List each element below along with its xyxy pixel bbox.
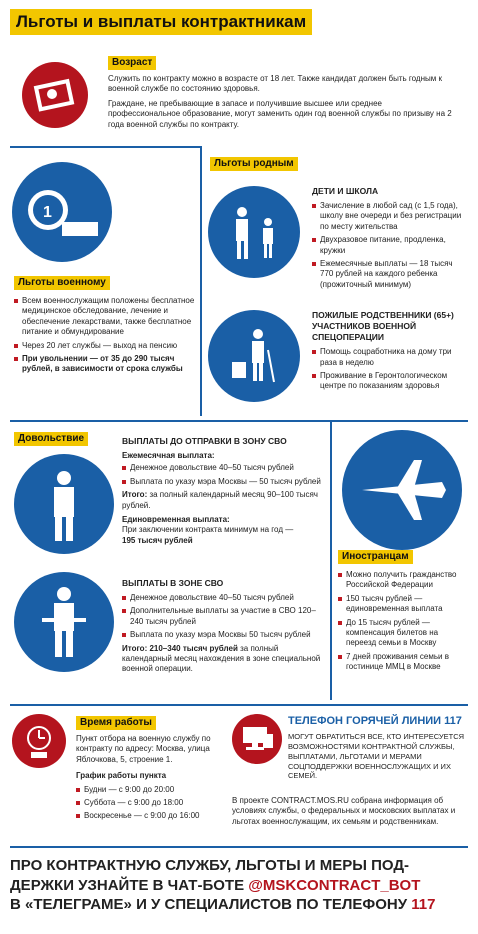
foreign-section bbox=[338, 550, 468, 676]
phone-number[interactable]: 117 bbox=[411, 896, 436, 913]
allowance-label: Довольствие bbox=[14, 432, 88, 446]
one-time-value: 195 тысяч рублей bbox=[122, 535, 193, 545]
family-label: Льготы родным bbox=[210, 157, 298, 171]
list-item: Воскресенье — с 9:00 до 16:00 bbox=[76, 811, 216, 821]
footer bbox=[10, 846, 468, 915]
computer-phone-icon bbox=[232, 714, 282, 764]
soldier-icon bbox=[14, 454, 114, 554]
list-item: Денежное довольствие 40–50 тысяч рублей bbox=[122, 463, 322, 473]
worktime-text: Пункт отбора на военную службу по контракту по адресу: Москва, улица Яблочкова, 5, строение 1. bbox=[76, 734, 211, 764]
elder-title: ПОЖИЛЫЕ РОДСТВЕННИКИ (65+) УЧАСТНИКОВ ВОЕННОЙ СПЕЦОПЕРАЦИИ bbox=[312, 310, 454, 343]
hotline-title: ТЕЛЕФОН ГОРЯЧЕЙ ЛИНИИ 117 bbox=[288, 715, 462, 727]
pre-zone bbox=[122, 436, 322, 546]
page-title: Льготы и выплаты контрактникам bbox=[10, 9, 312, 35]
pre-title: ВЫПЛАТЫ ДО ОТПРАВКИ В ЗОНУ СВО bbox=[122, 436, 287, 446]
monthly-label: Ежемесячная выплата: bbox=[122, 451, 215, 461]
zone-title: ВЫПЛАТЫ В ЗОНЕ СВО bbox=[122, 578, 224, 588]
family-label-wrap bbox=[210, 157, 298, 171]
svg-text:1: 1 bbox=[43, 204, 52, 221]
list-item: Суббота — с 9:00 до 18:00 bbox=[76, 798, 216, 808]
clock-person-icon bbox=[12, 714, 66, 768]
list-item: При увольнении — от 35 до 290 тысяч рублей, в зависимости от срока службы bbox=[14, 354, 196, 375]
list-item: Через 20 лет службы — выход на пенсию bbox=[14, 341, 196, 351]
list-item: 7 дней проживания семьи в гостинице ММЦ в Москве bbox=[338, 652, 468, 673]
list-item: Дополнительные выплаты за участие в СВО 120–240 тысяч рублей bbox=[122, 606, 322, 627]
list-item: Денежное довольствие 40–50 тысяч рублей bbox=[122, 593, 322, 603]
list-item: Выплата по указу мэра Москвы 50 тысяч рублей bbox=[122, 630, 322, 640]
airplane-icon bbox=[342, 430, 462, 550]
list-item: Всем военнослужащим положены бесплатное медицинское обследование, лечение и обеспечение лекарствами, также бесплатное питание и обмундирование bbox=[14, 296, 196, 338]
hotline-text: МОГУТ ОБРАТИТЬСЯ ВСЕ, КТО ИНТЕРЕСУЕТСЯ ВОЗМОЖНОСТЯМИ КОНТРАКТНОЙ СЛУЖБЫ, ВЫПЛАТАМИ, ЛЬГОТАМИ И МЕРАМИ СОЦПОДДЕРЖКИ ВОЕННОСЛУЖАЩИХ И ИХ СЕМЕЙ. bbox=[288, 732, 465, 781]
hotline-section bbox=[288, 714, 468, 781]
list-item: Будни — с 9:00 до 20:00 bbox=[76, 785, 216, 795]
family-kids-icon bbox=[208, 186, 300, 278]
family-elder bbox=[312, 310, 468, 395]
coin-money-icon bbox=[12, 162, 112, 262]
age-label: Возраст bbox=[108, 56, 156, 70]
military-section bbox=[14, 276, 196, 378]
list-item: Можно получить гражданство Российской Федерации bbox=[338, 570, 468, 591]
family-kids bbox=[312, 186, 468, 293]
age-text-2: Граждане, не пребывающие в запасе и получившие высшее или среднее профессиональное образование, могут заменить один год военной службы по призыву на 2 года военной службы по контракту. bbox=[108, 98, 452, 129]
worktime-section bbox=[76, 716, 216, 825]
list-item: Зачисление в любой сад (с 1,5 года), школу вне очереди и без регистрации по месту жительства bbox=[312, 201, 468, 232]
armed-soldier-icon bbox=[14, 572, 114, 672]
foreign-label: Иностранцам bbox=[338, 550, 413, 564]
zone-total-text: за полный календарный месяц нахождения в зоне специальной военной операции. bbox=[122, 643, 321, 674]
age-section bbox=[108, 56, 453, 130]
kids-title: ДЕТИ И ШКОЛА bbox=[312, 186, 379, 196]
bot-link[interactable]: @MSKCONTRACT_BOT bbox=[248, 876, 421, 894]
list-item: Выплата по указу мэра Москвы — 50 тысяч рублей bbox=[122, 477, 322, 487]
total-label: Итого: bbox=[122, 490, 148, 500]
footer-line-1: ПРО КОНТРАКТНУЮ СЛУЖБУ, ЛЬГОТЫ И МЕРЫ ПОД- bbox=[10, 857, 410, 874]
project-text: В проекте CONTRACT.MOS.RU собрана информация об условиях службы, о федеральных и московских выплатах и льготах военнослужащим, их семьям и родственникам. bbox=[232, 796, 456, 826]
worktime-label: Время работы bbox=[76, 716, 156, 730]
list-item: Двухразовое питание, продленка, кружки bbox=[312, 235, 468, 256]
list-item: Ежемесячные выплаты — 18 тысяч 770 рублей на каждого ребенка (прожиточный минимум) bbox=[312, 259, 468, 290]
project-info bbox=[232, 796, 468, 827]
list-item: 150 тысяч рублей — единовременная выплата bbox=[338, 594, 468, 615]
list-item: Помощь соцработника на дому три раза в неделю bbox=[312, 347, 468, 368]
one-time-text: При заключении контракта минимум на год — bbox=[122, 525, 294, 535]
in-zone bbox=[122, 578, 322, 675]
footer-line-3: В «ТЕЛЕГРАМЕ» И У СПЕЦИАЛИСТОВ ПО ТЕЛЕФОНУ bbox=[10, 896, 408, 913]
list-item: До 15 тысяч рублей — компенсация билетов на переезд семьи в Москву bbox=[338, 618, 468, 649]
zone-total-label: Итого: 210–340 тысяч рублей bbox=[122, 643, 238, 653]
elderly-icon bbox=[208, 310, 300, 402]
footer-line-2: ДЕРЖКИ УЗНАЙТЕ В ЧАТ-БОТЕ bbox=[10, 876, 245, 894]
total-text: за полный календарный месяц 90–100 тысяч рублей. bbox=[122, 490, 318, 510]
list-item: Проживание в Геронтологическом центре по показаниям здоровья bbox=[312, 371, 468, 392]
age-text-1: Служить по контракту можно в возрасте от 18 лет. Также кандидат должен быть годным к военной службе по состоянию здоровья. bbox=[108, 74, 442, 94]
one-time-label: Единовременная выплата: bbox=[122, 515, 230, 524]
passport-icon bbox=[22, 62, 88, 128]
schedule-title: График работы пункта bbox=[76, 771, 167, 781]
military-label: Льготы военному bbox=[14, 276, 110, 290]
allowance-label-wrap bbox=[14, 432, 88, 446]
